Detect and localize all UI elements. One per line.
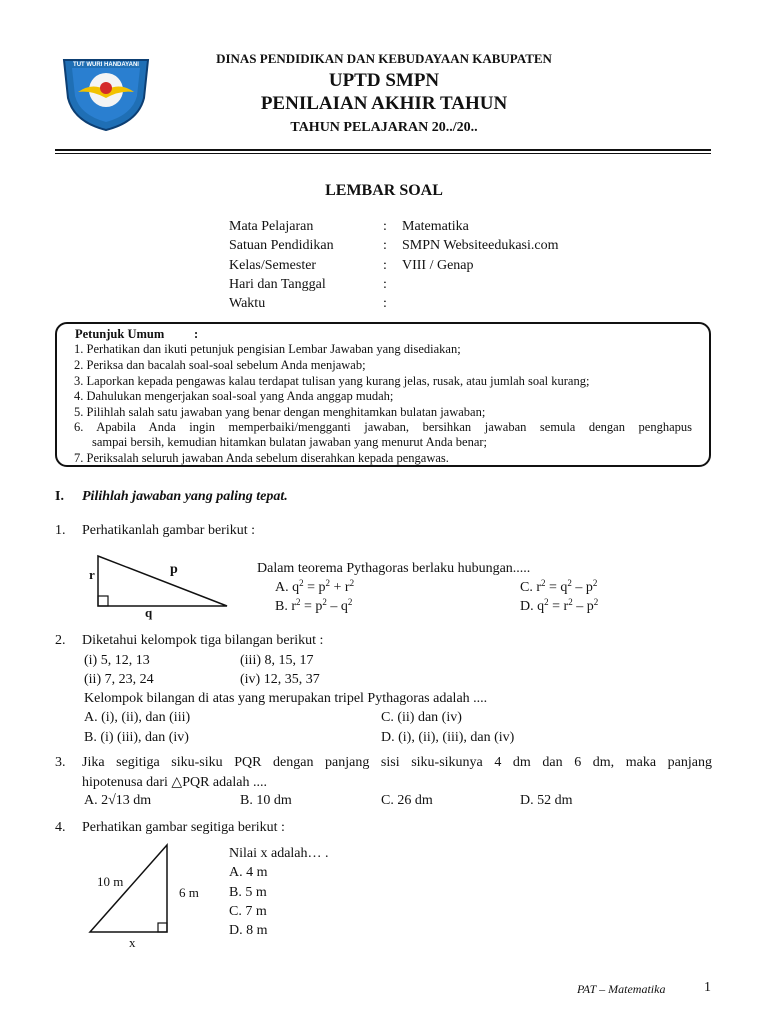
option-c[interactable]: C. 26 dm [381, 793, 433, 808]
instruction-item: 3. Laporkan kepada pengawas kalau terdapat tulisan yang kurang jelas, rusak, atau jumlah soal kurang; [74, 374, 590, 388]
question-stem: Kelompok bilangan di atas yang merupakan tripel Pythagoras adalah .... [84, 691, 488, 706]
question-stem: Dalam teorema Pythagoras berlaku hubungan..... [257, 561, 531, 576]
option-b[interactable]: B. 10 dm [240, 793, 292, 808]
info-colon: : [383, 258, 387, 273]
question-text: Perhatikanlah gambar berikut : [82, 523, 255, 538]
header-line4: TAHUN PELAJARAN 20../20.. [290, 120, 478, 135]
figure-label-r: r [89, 567, 95, 582]
number-group: (i) 5, 12, 13 [84, 653, 150, 668]
header-line2: UPTD SMPN [328, 70, 440, 91]
info-label: Waktu [229, 296, 266, 311]
section-title: Pilihlah jawaban yang paling tepat. [82, 489, 288, 504]
info-label: Mata Pelajaran [229, 219, 314, 234]
option-b[interactable]: B. 5 m [229, 885, 267, 900]
option-b[interactable]: B. $r^2 = p^2 - q^2$ [275, 597, 353, 614]
instruction-item: 6. Apabila Anda ingin memperbaiki/mengganti jawaban, bersihkan jawaban semula dengan penghapus [74, 420, 692, 434]
option-d[interactable]: D. 8 m [229, 923, 268, 938]
info-colon: : [383, 277, 387, 292]
info-value: VIII / Genap [402, 258, 474, 273]
instruction-item: 1. Perhatikan dan ikuti petunjuk pengisian Lembar Jawaban yang disediakan; [74, 342, 461, 356]
instruction-item: 7. Periksalah seluruh jawaban Anda sebelum diserahkan kepada pengawas. [74, 451, 449, 465]
info-label: Satuan Pendidikan [229, 238, 334, 253]
question-stem: Nilai x adalah… . [229, 846, 329, 861]
option-c[interactable]: C. $r^2 = q^2 - p^2$ [520, 578, 598, 595]
figure-label-hypotenuse: 10 m [97, 874, 124, 889]
option-c[interactable]: C. (ii) dan (iv) [381, 710, 462, 725]
info-colon: : [383, 296, 387, 311]
option-d[interactable]: D. $q^2 = r^2 - p^2$ [520, 597, 599, 614]
instructions-colon: : [194, 327, 199, 341]
info-label: Kelas/Semester [229, 258, 317, 273]
header-divider-thin [55, 153, 711, 154]
option-c[interactable]: C. 7 m [229, 904, 267, 919]
instruction-item: 5. Pilihlah salah satu jawaban yang benar dengan menghitamkan bulatan jawaban; [74, 405, 486, 419]
option-d[interactable]: D. 52 dm [520, 793, 573, 808]
question-number: 3. [55, 755, 66, 770]
info-value: Matematika [402, 219, 469, 234]
instruction-item: 2. Periksa dan bacalah soal-soal sebelum Anda menjawab; [74, 358, 366, 372]
option-d[interactable]: D. (i), (ii), (iii), dan (iv) [381, 730, 515, 745]
header-divider [55, 149, 711, 151]
figure-label-p: p [170, 562, 178, 577]
option-a[interactable]: A. (i), (ii), dan (iii) [84, 710, 191, 725]
figure-label-base: x [129, 935, 136, 950]
option-a[interactable]: A. 4 m [229, 865, 268, 880]
page-number: 1 [704, 980, 711, 995]
option-a[interactable]: A. $q^2 = p^2 + r^2$ [275, 578, 355, 595]
question-text-cont: hipotenusa dari △PQR adalah .... [82, 775, 267, 790]
question-text: Diketahui kelompok tiga bilangan berikut : [82, 633, 324, 648]
header-line3: PENILAIAN AKHIR TAHUN [260, 93, 508, 114]
info-label: Hari dan Tanggal [229, 277, 326, 292]
question-number: 1. [55, 523, 66, 538]
info-value: SMPN Websiteedukasi.com [402, 238, 559, 253]
question-number: 4. [55, 820, 66, 835]
option-a[interactable]: A. 2√13 dm [84, 793, 152, 808]
info-colon: : [383, 238, 387, 253]
figure-label-side: 6 m [179, 885, 199, 900]
option-b[interactable]: B. (i) (iii), dan (iv) [84, 730, 189, 745]
question-text: Jika segitiga siku-siku PQR dengan panjang sisi siku-sikunya 4 dm dan 6 dm, maka panjang [82, 755, 712, 770]
instructions-title: Petunjuk Umum [75, 327, 165, 341]
info-colon: : [383, 219, 387, 234]
number-group: (iii) 8, 15, 17 [240, 653, 314, 668]
question-number: 2. [55, 633, 66, 648]
question-text: Perhatikan gambar segitiga berikut : [82, 820, 285, 835]
section-number: I. [55, 489, 64, 504]
instruction-item: 4. Dahulukan mengerjakan soal-soal yang Anda anggap mudah; [74, 389, 394, 403]
figure-label-q: q [145, 605, 153, 620]
number-group: (ii) 7, 23, 24 [84, 672, 154, 687]
header-line1: DINAS PENDIDIKAN DAN KEBUDAYAAN KABUPATEN [216, 51, 552, 66]
logo-text: TUT WURI HANDAYANI [73, 62, 139, 68]
footer-label: PAT – Matematika [577, 982, 666, 996]
triangle-figure-q1 [84, 552, 234, 620]
instruction-item-cont: sampai bersih, kemudian hitamkan bulatan jawaban yang menurut Anda benar; [92, 435, 488, 449]
page-title: LEMBAR SOAL [325, 182, 443, 199]
number-group: (iv) 12, 35, 37 [240, 672, 320, 687]
